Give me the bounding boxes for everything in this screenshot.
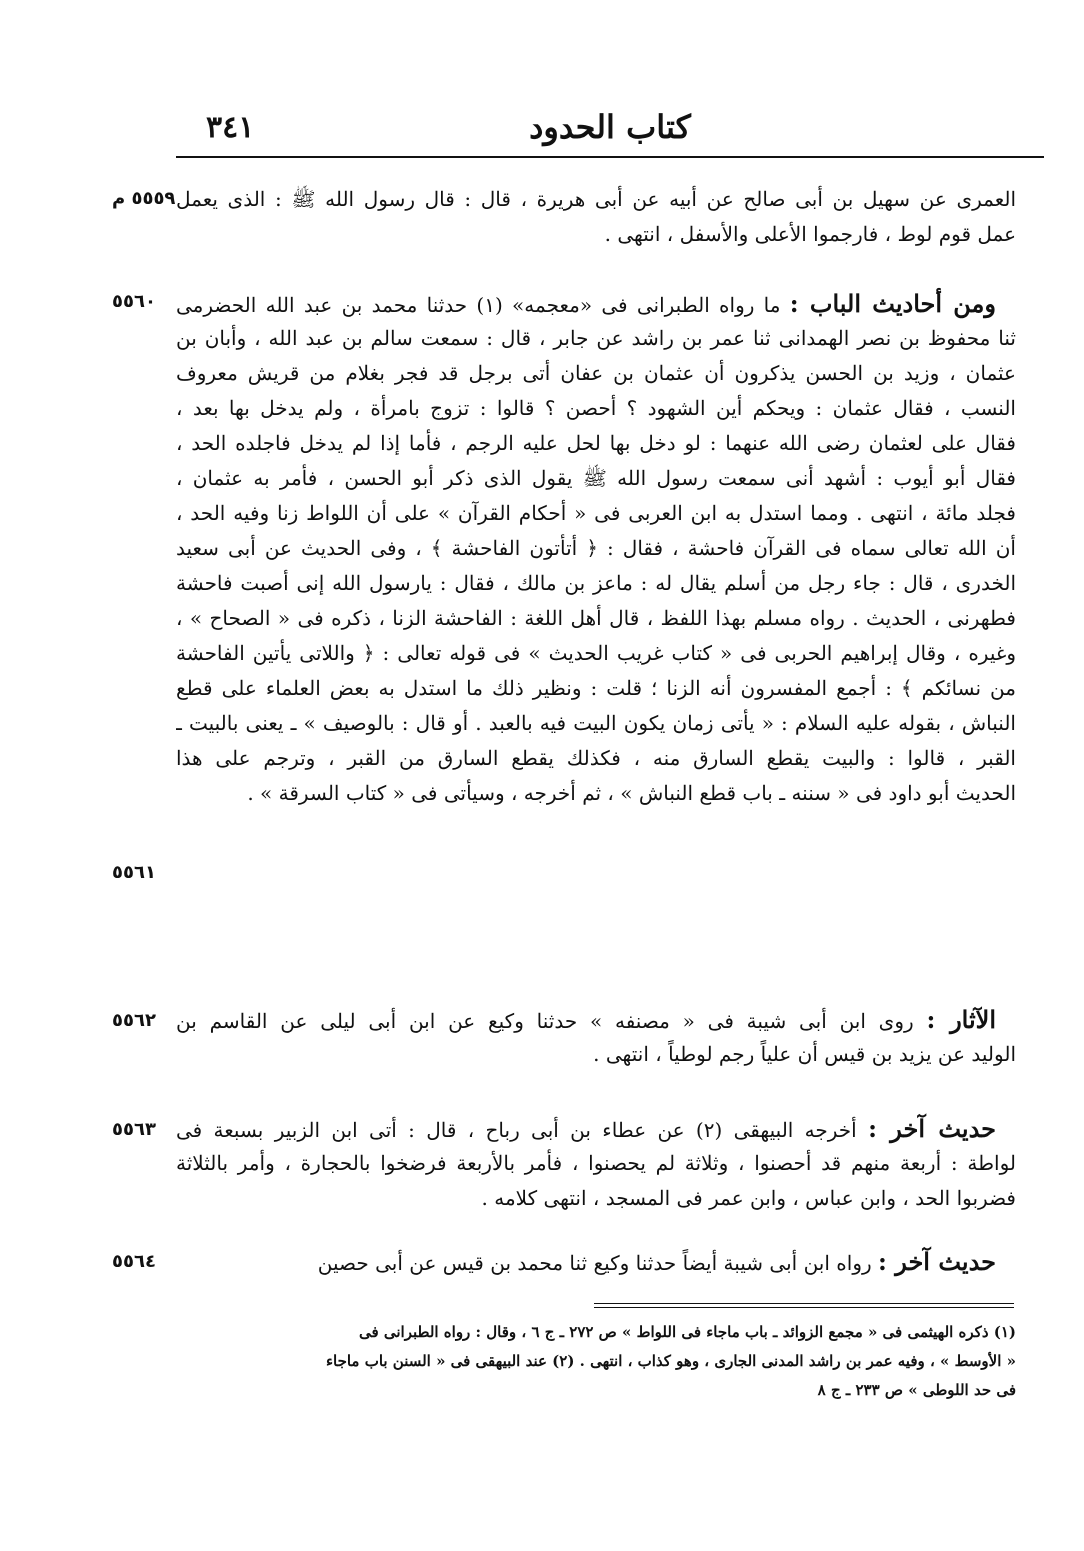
- page-number: ٣٤١: [206, 110, 255, 145]
- body-text: [176, 180, 1016, 1280]
- text-line: الخدرى ، قال : جاء رجل من أسلم يقال له : ماعز بن مالك ، فقال : يارسول الله إنى أصبت فاحشة: [176, 571, 1016, 595]
- paragraph-hadiths-of-chapter: [176, 286, 1016, 811]
- hadith-number: ٥٥٦٤: [112, 1251, 156, 1272]
- section-heading: ومن أحاديث الباب :: [789, 289, 996, 318]
- text-line: حديث آخر : أخرجه البيهقى (٢) عن عطاء بن أبى رباح ، قال : أتى ابن الزبير بسبعة فى: [176, 1114, 996, 1143]
- text-line: القبر ، قالوا : والبيت يقطع السارق منه ، فكذلك يقطع السارق من القبر ، وترجم على هذا: [176, 746, 1016, 770]
- text-line: فطهرنى ، الحديث . رواه مسلم بهذا اللفظ ، قال أهل اللغة : الفاحشة الزنا ، ذكره فى « الصحاح » ،: [176, 606, 1016, 630]
- paragraph-another-hadith-2: [176, 1244, 1016, 1279]
- text-line: عمل قوم لوط ، فارجموا الأعلى والأسفل ، انتهى .: [604, 222, 1016, 246]
- footnotes: [176, 1318, 1016, 1405]
- footnote-line: « الأوسط » ، وفيه عمر بن راشد المدنى الجارى ، وهو كذاب ، انتهى . (٢) عند البيهقى فى « السنن باب ماجاء: [325, 1352, 1016, 1370]
- text-line: النباش ، بقوله عليه السلام : « يأتى زمان يكون البيت فيه بالعبد . أو قال : بالوصيف » ـ يعنى بالبيت ـ: [176, 711, 1016, 735]
- section-heading: حديث آخر :: [878, 1247, 996, 1276]
- section-heading: حديث آخر :: [868, 1114, 996, 1143]
- text-line: فقال أبو أيوب : أشهد أنى سمعت رسول الله ﷺ يقول الذى ذكر أبو الحسن ، فأمر به عثمان ،: [176, 466, 1016, 490]
- text-line: فجلد مائة ، انتهى . ومما استدل به ابن العربى فى « أحكام القرآن » على أن اللواط زنا وفيه الحد ،: [176, 501, 1016, 525]
- hadith-number: ٥٥٦٢: [112, 1010, 156, 1031]
- text-line: لواطة : أربعة منهم قد أحصنوا ، وثلاثة لم يحصنوا ، فأمر بالأربعة فرضخوا بالحجارة ، وأمر بالثلاثة: [176, 1151, 1016, 1175]
- section-heading: الآثار :: [926, 1005, 997, 1034]
- text-line: من نسائكم ﴾ : أجمع المفسرون أنه الزنا ؛ قلت : ونظير ذلك ما استدل به بعض العلماء على قطع: [176, 676, 1016, 700]
- text-line: النسب ، فقال عثمان : ويحكم أين الشهود ؟ أحصن ؟ قالوا : تزوج بامرأة ، ولم يدخل بها بعد ،: [176, 396, 1016, 420]
- footnote-line: (١) ذكره الهيثمى فى « مجمع الزوائد ـ باب ماجاء فى اللواط » ص ٢٧٢ ـ ج ٦ ، وقال : رواه الطبرانى فى: [358, 1323, 1016, 1341]
- footnote-line: فى حد اللوطى » ص ٢٣٣ ـ ج ٨: [817, 1381, 1016, 1399]
- text-line: عثمان ، وزيد بن الحسن يذكرون أن عثمان بن عفان أتى برجل قد فجر بغلام من قريش معروف: [176, 361, 1016, 385]
- header-rule: [176, 156, 1044, 158]
- text-line: حديث آخر : رواه ابن أبى شيبة أيضاً حدثنا وكيع ثنا محمد بن قيس عن أبى حصين: [317, 1247, 996, 1276]
- page-header: [176, 96, 1044, 156]
- paragraph-athar: [176, 1002, 1016, 1072]
- text-line: فقال على لعثمان رضى الله عنهما : لو دخل بها لحل عليه الرجم ، فأما إذا لم يدخل فاجلده الحد ،: [176, 431, 1016, 455]
- text-line: وغيره ، وقال إبراهيم الحربى فى « كتاب غريب الحديث » فى قوله تعالى : ﴿ واللاتى يأتين الفاحشة: [176, 641, 1016, 665]
- hadith-number: ٥٥٦٠: [112, 291, 156, 312]
- text-line: أن الله تعالى سماه فى القرآن فاحشة ، فقال : ﴿ أتأتون الفاحشة ﴾ ، وفى الحديث عن أبى سعيد: [176, 536, 1016, 560]
- footnote-rule: [594, 1307, 1014, 1308]
- paragraph-hadith-5559: [176, 182, 1016, 252]
- hadith-number: ٥٥٥٩ م: [112, 188, 176, 209]
- text-line: الآثار : روى ابن أبى شيبة فى « مصنفه » حدثنا وكيع عن ابن أبى ليلى عن القاسم بن: [176, 1005, 997, 1034]
- footnote-rule: [594, 1303, 1014, 1304]
- text-line: ومن أحاديث الباب : ما رواه الطبرانى فى «معجمه» (١) حدثنا محمد بن عبد الله الحضرمى: [176, 289, 996, 318]
- text-line: فضربوا الحد ، وابن عباس ، وابن عمر فى المسجد ، انتهى كلامه .: [481, 1186, 1016, 1210]
- text-line: الحديث أبو داود فى « سننه ـ باب قطع النباش » ، ثم أخرجه ، وسيأتى فى « كتاب السرقة » .: [247, 781, 1016, 805]
- text-line: العمرى عن سهيل بن أبى صالح عن أبيه عن أبى هريرة ، قال : قال رسول الله ﷺ : الذى يعمل: [176, 187, 1016, 211]
- text-line: ثنا محفوظ بن نصر الهمدانى ثنا عمر بن راشد عن جابر ، قال : سمعت سالم بن عبد الله ، وأبان بن: [176, 326, 1016, 350]
- paragraph-another-hadith: [176, 1111, 1016, 1216]
- text-line: الوليد عن يزيد بن قيس أن علياً رجم لوطياً ، انتهى .: [593, 1042, 1016, 1066]
- hadith-number: ٥٥٦٣: [112, 1119, 156, 1140]
- hadith-number: ٥٥٦١: [112, 862, 156, 883]
- running-title: كتاب الحدود: [529, 108, 691, 146]
